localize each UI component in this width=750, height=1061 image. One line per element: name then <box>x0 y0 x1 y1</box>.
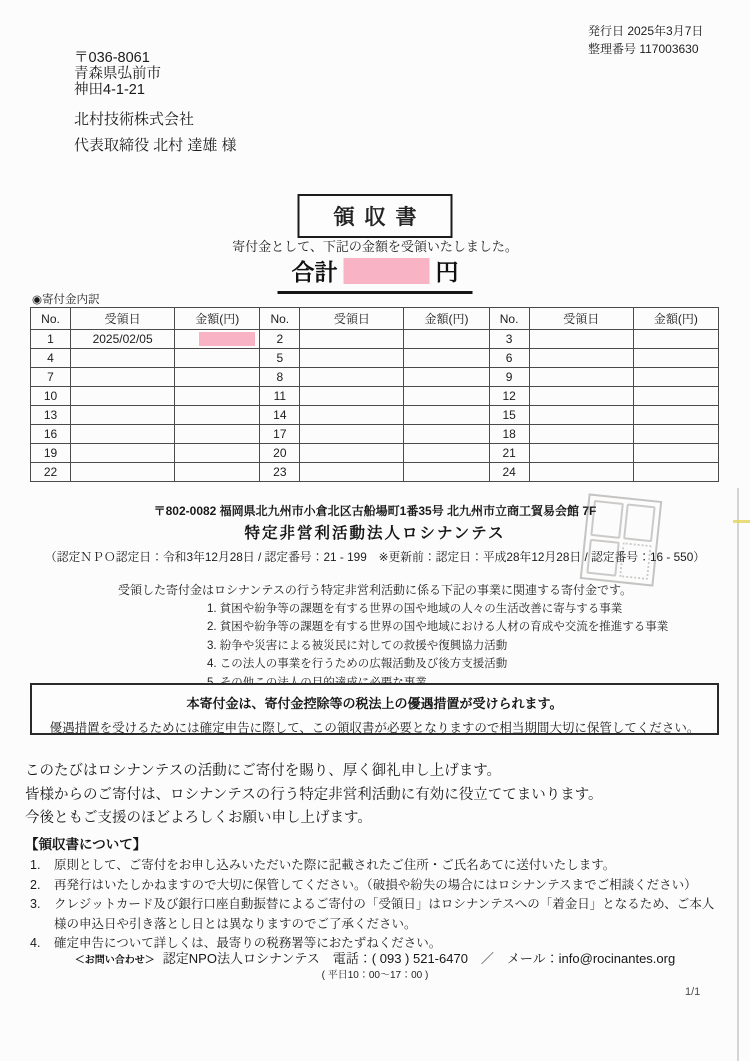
recipient-address-line2: 神田4-1-21 <box>74 82 145 98</box>
amount-cell <box>633 387 718 406</box>
row-number-cell: 12 <box>489 387 529 406</box>
amount-cell <box>404 444 489 463</box>
row-number-cell: 17 <box>260 425 300 444</box>
table-row <box>31 444 719 463</box>
row-number-cell: 20 <box>260 444 300 463</box>
contact-hours: ( 平日10：00～17：00 ) <box>321 970 429 981</box>
organization-certification: （認定ＮＰＯ認定日：令和3年12月28日 / 認定番号：21 - 199 ※更新前：認定日：平成28年12月28日 / 認定番号：16 - 550） <box>44 550 706 564</box>
receipt-date-cell: 2025/02/05 <box>71 330 175 349</box>
amount-cell <box>175 425 260 444</box>
about-item-number: 2. <box>30 877 41 892</box>
scan-edge-artifact <box>737 488 739 1061</box>
receipt-date-cell <box>300 463 404 482</box>
row-number-cell: 19 <box>31 444 71 463</box>
row-number-cell: 15 <box>489 406 529 425</box>
breakdown-table <box>30 307 719 482</box>
row-number-cell: 18 <box>489 425 529 444</box>
receipt-date-cell <box>71 406 175 425</box>
about-item <box>30 895 725 934</box>
receipt-date-cell <box>300 425 404 444</box>
row-number-cell: 5 <box>260 349 300 368</box>
recipient-company: 北村技術株式会社 <box>74 111 195 128</box>
about-item-text: 原則として、ご寄付をお申し込みいただいた際に記載されたご住所・ご氏名あてに送付いたします。 <box>54 858 616 872</box>
total-amount-line <box>278 254 473 294</box>
receipt-date-cell <box>71 425 175 444</box>
contact-prefix: ＜お問い合わせ＞ <box>74 955 155 966</box>
breakdown-caption: ◉寄付金内訳 <box>32 294 100 306</box>
amount-cell <box>175 349 260 368</box>
thanks-paragraph <box>25 760 603 831</box>
about-item-number: 4. <box>30 936 41 950</box>
thanks-line3: 今後ともご支援のほどよろしくお願い申し上げます。 <box>25 810 372 826</box>
page-number: 1/1 <box>685 986 701 998</box>
amount-cell <box>633 349 718 368</box>
receipt-date-cell <box>71 463 175 482</box>
amount-header: 金額(円) <box>404 308 489 330</box>
purpose-list <box>207 600 668 692</box>
table-row <box>31 349 719 368</box>
amount-cell <box>633 406 718 425</box>
receipt-date-cell <box>71 444 175 463</box>
total-unit: 円 <box>435 259 459 285</box>
tax-notice-line1: 本寄付金は、寄付金控除等の税法上の優遇措置が受けられます。 <box>186 696 563 711</box>
row-number-cell: 21 <box>489 444 529 463</box>
about-item-text: 確定申告について詳しくは、最寄りの税務署等におたずねください。 <box>54 936 442 950</box>
purpose-item: 4. この法人の事業を行うための広報活動及び後方支援活動 <box>207 658 508 671</box>
row-number-cell: 13 <box>31 406 71 425</box>
receipt-date-cell <box>529 387 633 406</box>
recipient-address-block <box>74 50 237 153</box>
amount-cell <box>175 368 260 387</box>
amount-cell <box>404 387 489 406</box>
amount-cell <box>633 425 718 444</box>
total-label: 合計 <box>291 259 338 285</box>
table-row <box>31 387 719 406</box>
amount-cell <box>175 463 260 482</box>
about-item-number: 1. <box>30 858 41 872</box>
amount-cell <box>175 406 260 425</box>
total-amount-redaction <box>344 258 430 284</box>
scan-yellow-artifact <box>733 520 750 523</box>
amount-cell <box>633 444 718 463</box>
date-header: 受領日 <box>300 308 404 330</box>
table-row <box>31 425 719 444</box>
row-number-cell: 4 <box>31 349 71 368</box>
row-number-cell: 24 <box>489 463 529 482</box>
row-number-cell: 8 <box>260 368 300 387</box>
receipt-date-cell <box>529 444 633 463</box>
table-row <box>31 368 719 387</box>
receipt-date-cell <box>529 406 633 425</box>
no-header: No. <box>31 308 71 330</box>
reference-number: 整理番号 117003630 <box>588 42 699 56</box>
amount-cell <box>175 444 260 463</box>
tax-notice-line2: 優遇措置を受けるためには確定申告に際して、この領収書が必要となりますので相当期間大切に保管してください。 <box>49 721 700 735</box>
table-row <box>31 406 719 425</box>
no-header: No. <box>489 308 529 330</box>
row-number-cell: 16 <box>31 425 71 444</box>
receipt-date-cell <box>529 330 633 349</box>
row-number-cell: 23 <box>260 463 300 482</box>
receipt-subtitle: 寄付金として、下記の金額を受領いたしました。 <box>232 239 518 254</box>
amount-cell <box>404 406 489 425</box>
about-receipt-list <box>30 856 725 954</box>
receipt-date-cell <box>529 425 633 444</box>
thanks-line1: このたびはロシナンテスの活動にご寄付を賜り、厚く御礼申し上げます。 <box>25 763 502 779</box>
issue-date: 発行日 2025年3月7日 <box>588 24 704 38</box>
about-item <box>30 876 725 896</box>
receipt-date-cell <box>300 330 404 349</box>
receipt-date-cell <box>300 349 404 368</box>
receipt-date-cell <box>71 368 175 387</box>
receipt-date-cell <box>529 349 633 368</box>
row-number-cell: 9 <box>489 368 529 387</box>
about-item-text: クレジットカード及び銀行口座自動振替によるご寄付の「受領日」はロシナンテスへの「着金日」となるため、ご本人様の申込日や引き落とし日とは異なりますのでご了承ください。 <box>54 897 715 931</box>
receipt-date-cell <box>529 463 633 482</box>
row-number-cell: 2 <box>260 330 300 349</box>
about-receipt-heading: 【領収書について】 <box>25 837 147 852</box>
amount-redaction <box>199 332 255 346</box>
amount-header: 金額(円) <box>175 308 260 330</box>
receipt-date-cell <box>300 387 404 406</box>
contact-main: 認定NPO法人ロシナンテス 電話：( 093 ) 521-6470 ／ メール：info@rocinantes.org <box>162 951 676 966</box>
row-number-cell: 10 <box>31 387 71 406</box>
amount-cell <box>404 368 489 387</box>
amount-cell <box>175 387 260 406</box>
purpose-item: 2. 貧困や紛争等の課題を有する世界の国や地域における人材の育成や交流を推進する事業 <box>207 621 669 634</box>
recipient-postal-code: 〒036-8061 <box>74 50 150 66</box>
purpose-intro: 受領した寄付金はロシナンテスの行う特定非営利活動に係る下記の事業に関連する寄付金です。 <box>118 583 632 597</box>
amount-header: 金額(円) <box>633 308 718 330</box>
amount-cell <box>404 463 489 482</box>
row-number-cell: 11 <box>260 387 300 406</box>
organization-address: 〒802-0082 福岡県北九州市小倉北区古船場町1番35号 北九州市立商工貿易会館 7F <box>153 504 597 518</box>
purpose-item: 3. 紛争や災害による被災民に対しての救援や復興協力活動 <box>207 639 508 652</box>
tax-notice-box <box>30 683 719 735</box>
amount-cell <box>633 368 718 387</box>
breakdown-table-body <box>31 330 719 482</box>
amount-cell <box>175 330 260 349</box>
row-number-cell: 3 <box>489 330 529 349</box>
amount-cell <box>633 330 718 349</box>
receipt-date-cell <box>300 444 404 463</box>
amount-cell <box>404 330 489 349</box>
receipt-title: 領収書 <box>298 194 453 238</box>
purpose-item: 1. 貧困や紛争等の課題を有する世界の国や地域の人々の生活改善に寄与する事業 <box>207 603 623 615</box>
contact-line <box>0 948 750 968</box>
table-row <box>31 463 719 482</box>
about-item-number: 3. <box>30 897 41 911</box>
row-number-cell: 22 <box>31 463 71 482</box>
amount-cell <box>404 425 489 444</box>
about-item <box>30 856 725 876</box>
amount-cell <box>404 349 489 368</box>
organization-name: 特定非営利活動法人ロシナンテス <box>244 525 506 542</box>
no-header: No. <box>260 308 300 330</box>
row-number-cell: 14 <box>260 406 300 425</box>
receipt-date-cell <box>71 349 175 368</box>
row-number-cell: 7 <box>31 368 71 387</box>
date-header: 受領日 <box>529 308 633 330</box>
issue-info <box>588 22 703 58</box>
receipt-date-cell <box>71 387 175 406</box>
about-item-text: 再発行はいたしかねますので大切に保管してください。（破損や紛失の場合にはロシナンテスまでご相談ください） <box>54 877 697 892</box>
receipt-date-cell <box>529 368 633 387</box>
amount-cell <box>633 463 718 482</box>
row-number-cell: 1 <box>31 330 71 349</box>
table-row <box>31 330 719 349</box>
recipient-person: 代表取締役 北村 達雄 様 <box>74 136 237 154</box>
row-number-cell: 6 <box>489 349 529 368</box>
receipt-date-cell <box>300 406 404 425</box>
date-header: 受領日 <box>71 308 175 330</box>
breakdown-table-header <box>31 308 719 330</box>
receipt-date-cell <box>300 368 404 387</box>
thanks-line2: 皆様からのご寄付は、ロシナンテスの行う特定非営利活動に有効に役立ててまいります。 <box>25 786 603 803</box>
recipient-address-line1: 青森県弘前市 <box>74 66 161 82</box>
